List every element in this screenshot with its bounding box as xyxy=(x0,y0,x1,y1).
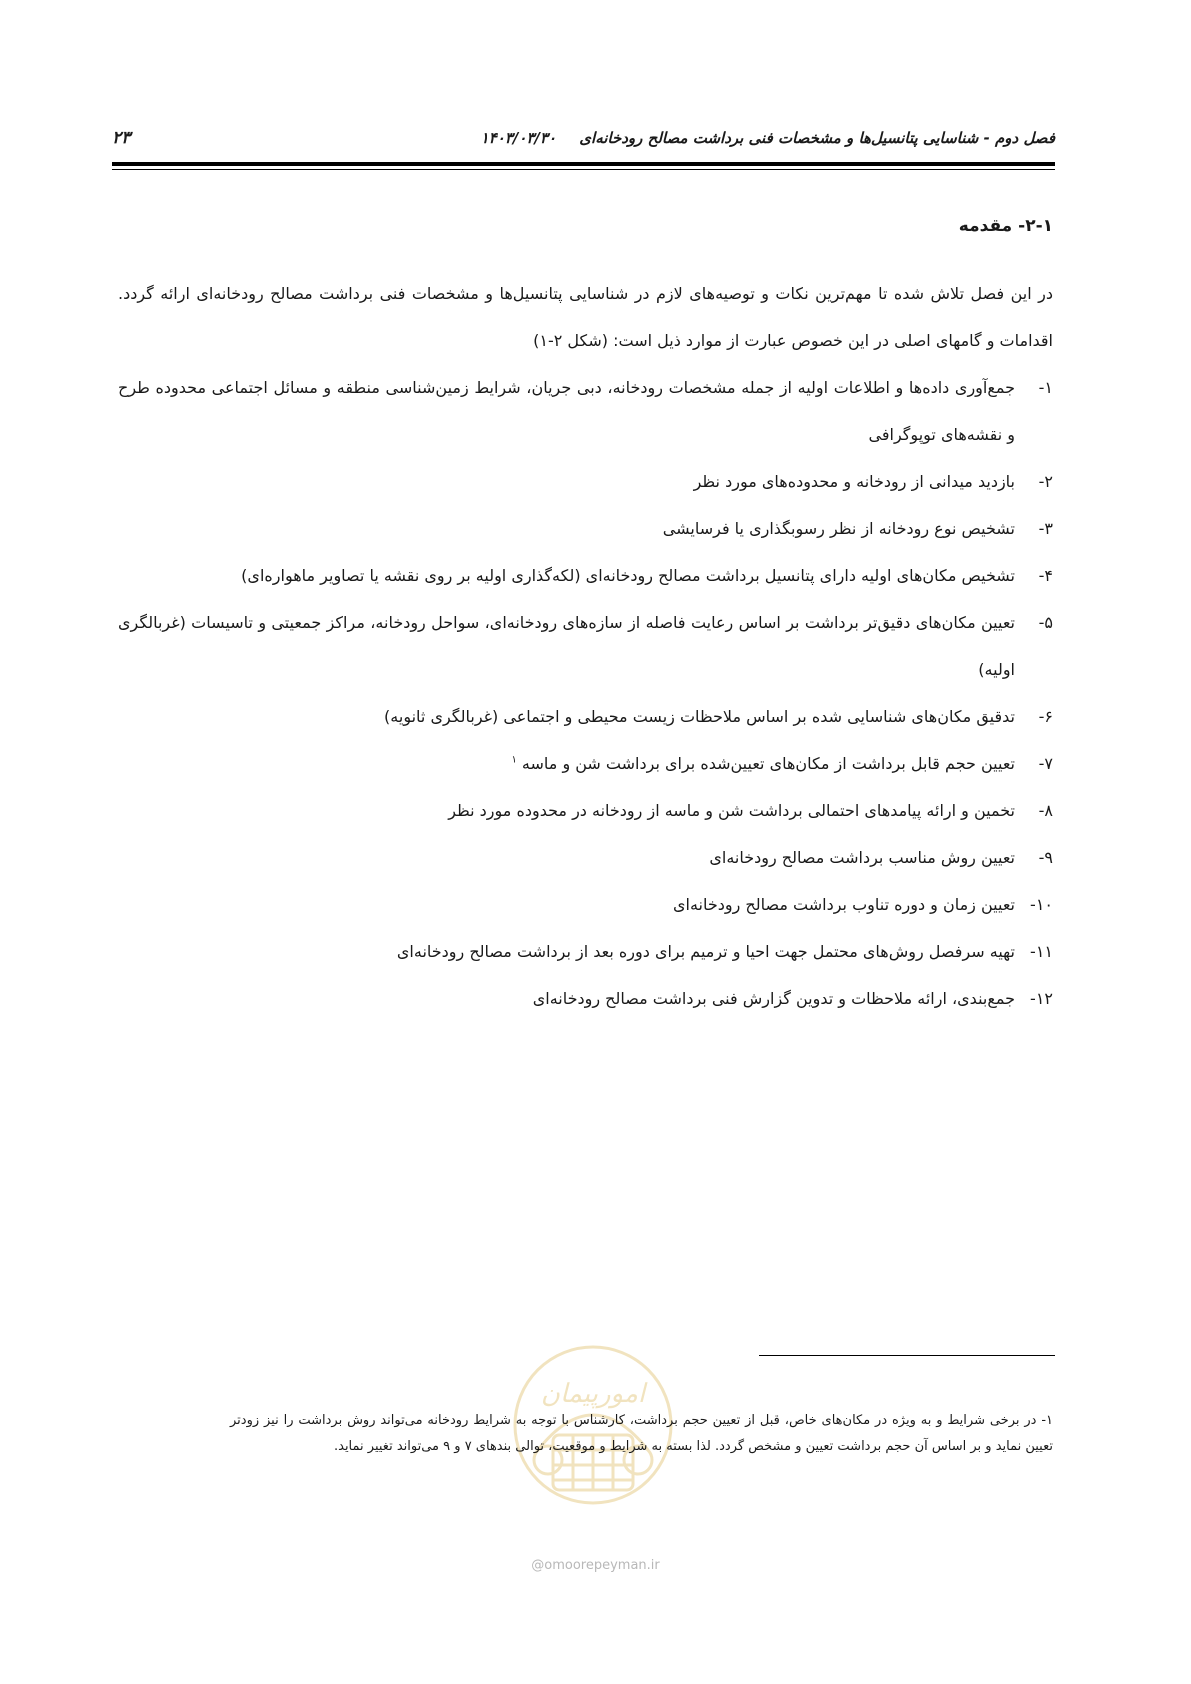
item-number: ۷- xyxy=(1038,754,1053,773)
at-icon: @ xyxy=(531,1558,545,1573)
item-number: ۶- xyxy=(1038,707,1053,726)
item-text: تهیه سرفصل روش‌های محتمل جهت احیا و ترمیم برای دوره بعد از برداشت مصالح رودخانه‌ای xyxy=(396,942,1015,961)
item-text: تعیین مکان‌های دقیق‌تر برداشت بر اساس رعایت فاصله از سازه‌های رودخانه‌ای، سواحل رودخانه، مراکز جمعیتی و تاسیسات (غربالگری اولیه) xyxy=(118,613,1015,679)
page-number: ۲۳ xyxy=(112,128,131,148)
list-item xyxy=(118,881,1053,928)
footnote: ۱- در برخی شرایط و به ویژه در مکان‌های خاص، قبل از تعیین حجم برداشت، کارشناس با توجه به شرایط رودخانه می‌تواند روش برداشت را نیز زودتر تعیین نماید و بر اساس آن حجم برداشت تعیین و مشخص گردد. لذا بسته به شرایط و موقعیت، توالی بندهای ۷ و ۹ می‌تواند تغییر نماید. xyxy=(230,1413,1053,1454)
header-title xyxy=(481,129,1055,147)
item-number: ۸- xyxy=(1038,801,1053,820)
footnote-separator xyxy=(759,1355,1055,1356)
item-text: بازدید میدانی از رودخانه و محدوده‌های مورد نظر xyxy=(693,472,1015,491)
item-text: تعیین زمان و دوره تناوب برداشت مصالح رودخانه‌ای xyxy=(673,895,1015,914)
item-number: ۱۲- xyxy=(1030,989,1053,1008)
main-content xyxy=(118,216,1053,1022)
item-number: ۱۱- xyxy=(1030,942,1053,961)
header-rule-thick xyxy=(112,162,1055,166)
footnote-ref: ۱ xyxy=(511,754,517,766)
chapter-title: فصل دوم - شناسایی پتانسیل‌ها و مشخصات فنی برداشت مصالح رودخانه‌ای xyxy=(579,129,1055,147)
item-text-with-footnote xyxy=(118,740,1015,787)
item-number: ۳- xyxy=(1038,519,1053,538)
list-item xyxy=(118,552,1053,599)
item-number: ۱- xyxy=(1038,378,1053,397)
watermark-url xyxy=(0,1558,1191,1573)
steps-list xyxy=(118,364,1053,1022)
list-item xyxy=(118,693,1053,740)
item-text: تعیین حجم قابل برداشت از مکان‌های تعیین‌شده برای برداشت شن و ماسه xyxy=(521,754,1015,773)
item-text: جمع‌آوری داده‌ها و اطلاعات اولیه از جمله مشخصات رودخانه، دبی جریان، شرایط زمین‌شناسی منطقه و مسائل اجتماعی محدوده طرح و نقشه‌های توپوگرافی xyxy=(118,378,1015,444)
list-item xyxy=(118,787,1053,834)
watermark-url-text: omoorepeyman.ir xyxy=(544,1558,660,1573)
list-item xyxy=(118,740,1053,787)
list-item xyxy=(118,599,1053,693)
item-text: تشخیص نوع رودخانه از نظر رسوبگذاری یا فرسایشی xyxy=(662,519,1015,538)
item-number: ۱۰- xyxy=(1030,895,1053,914)
list-item xyxy=(118,834,1053,881)
list-item xyxy=(118,505,1053,552)
item-number: ۵- xyxy=(1038,613,1053,632)
item-number: ۴- xyxy=(1038,566,1053,585)
list-item xyxy=(118,928,1053,975)
header-rule-thin xyxy=(112,169,1055,170)
header-date: ۱۴۰۳/۰۳/۳۰ xyxy=(480,129,557,147)
item-text: تخمین و ارائه پیامدهای احتمالی برداشت شن و ماسه از رودخانه در محدوده مورد نظر xyxy=(448,801,1015,820)
section-heading: ۲-۱- مقدمه xyxy=(958,216,1053,236)
item-text: تشخیص مکان‌های اولیه دارای پتانسیل برداشت مصالح رودخانه‌ای (لکه‌گذاری اولیه بر روی نقشه یا تصاویر ماهواره‌ای) xyxy=(241,566,1015,585)
item-text: جمع‌بندی، ارائه ملاحظات و تدوین گزارش فنی برداشت مصالح رودخانه‌ای xyxy=(532,989,1015,1008)
list-item xyxy=(118,364,1053,458)
intro-paragraph: در این فصل تلاش شده تا مهم‌ترین نکات و توصیه‌های لازم در شناسایی پتانسیل‌ها و مشخصات فنی برداشت مصالح رودخانه‌ای ارائه گردد. اقدامات و گامهای اصلی در این خصوص عبارت از موارد ذیل است: (شکل ۲-۱) xyxy=(118,284,1053,350)
watermark-logo-text: امورپیمان xyxy=(540,1379,646,1409)
list-item xyxy=(118,975,1053,1022)
page-header xyxy=(112,128,1055,148)
item-number: ۲- xyxy=(1038,472,1053,491)
list-item xyxy=(118,458,1053,505)
item-number: ۹- xyxy=(1038,848,1053,867)
item-text: تدقیق مکان‌های شناسایی شده بر اساس ملاحظات زیست محیطی و اجتماعی (غربالگری ثانویه) xyxy=(384,707,1015,726)
item-text: تعیین روش مناسب برداشت مصالح رودخانه‌ای xyxy=(709,848,1015,867)
